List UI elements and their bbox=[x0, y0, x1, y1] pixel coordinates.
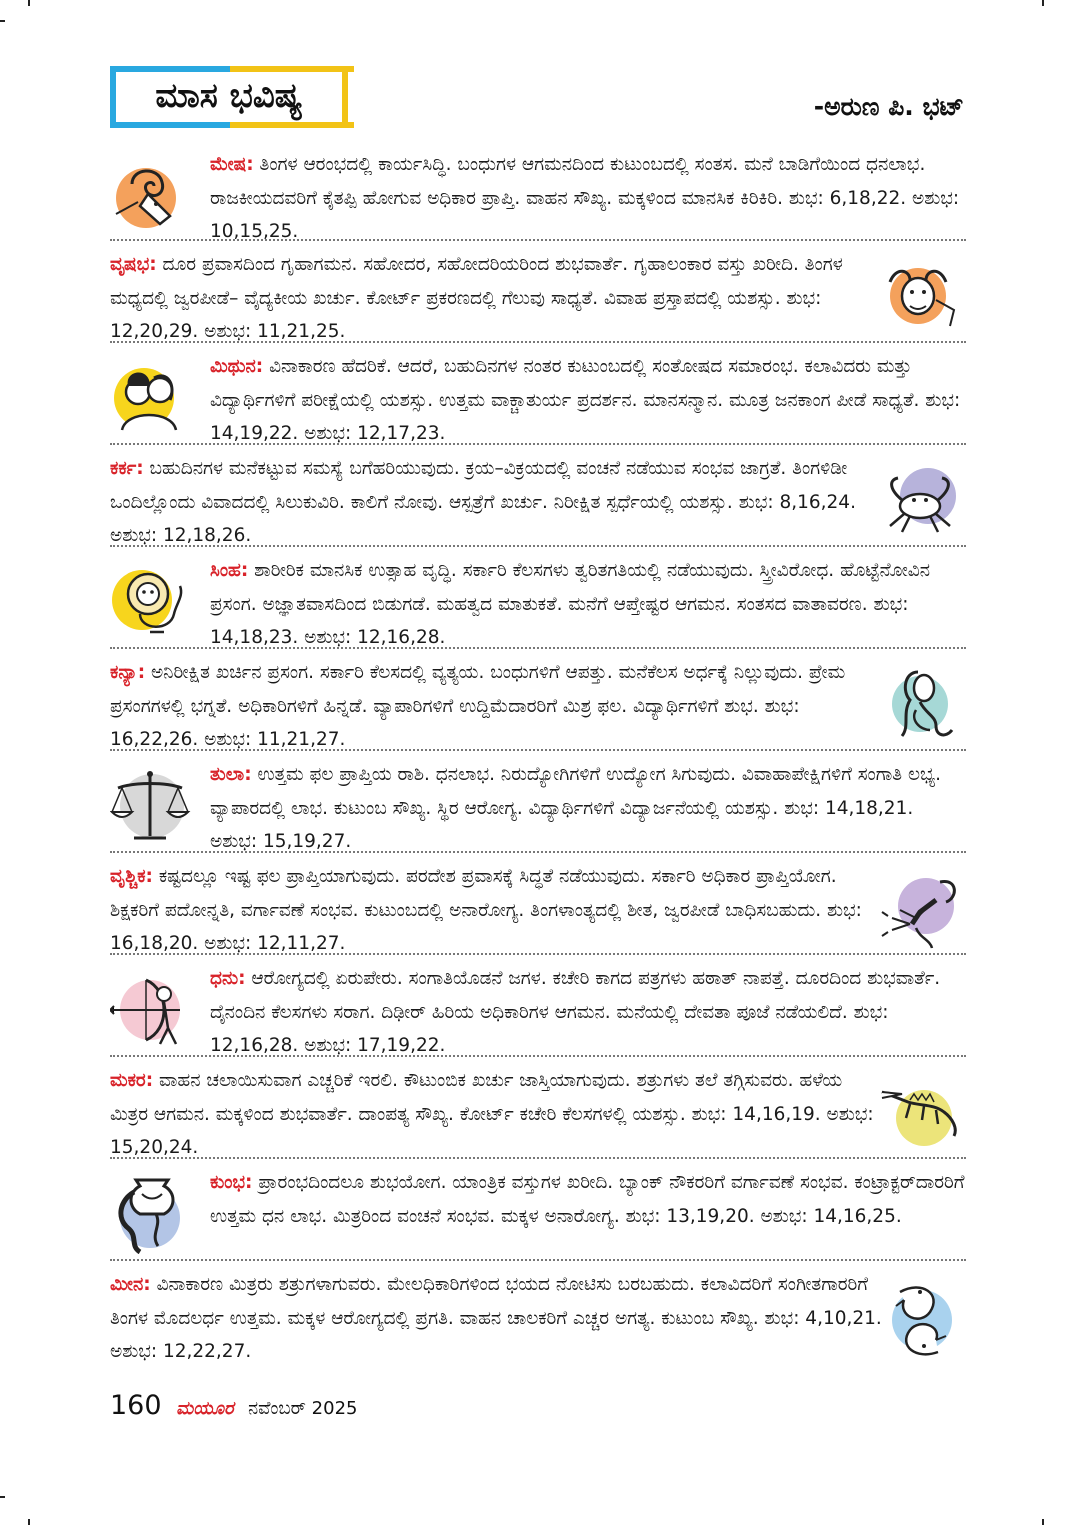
horoscope-entry-kanya bbox=[110, 650, 966, 748]
prediction-text: ಅನಿರೀಕ್ಷಿತ ಖರ್ಚಿನ ಪ್ರಸಂಗ. ಸರ್ಕಾರಿ ಕೆಲಸದಲ್ಲಿ ವ್ಯತ್ಯಯ. ಬಂಧುಗಳಿಗೆ ಆಪತ್ತು. ಮನೆಕೆಲಸ ಅರ್ಧಕ್ಕೆ ನಿಲ್ಲುವುದು. ಪ್ರೇಮ ಪ್ರಸಂಗಗಳಲ್ಲಿ ಭಗ್ನತೆ. ಅಧಿಕಾರಿಗಳಿಗೆ ಹಿನ್ನಡೆ. ವ್ಯಾಪಾರಿಗಳಿಗೆ ಉದ್ದಿಮೆದಾರರಿಗೆ ಮಿಶ್ರ ಫಲ. ವಿದ್ಯಾರ್ಥಿಗಳಿಗೆ ಶುಭ. ಶುಭ: 16,22,26. ಅಶುಭ: 11,21,27. bbox=[110, 662, 846, 750]
prediction-text: ವಿನಾಕಾರಣ ಮಿತ್ರರು ಶತ್ರುಗಳಾಗುವರು. ಮೇಲಧಿಕಾರಿಗಳಿಂದ ಭಯದ ನೋಟಿಸು ಬರಬಹುದು. ಕಲಾವಿದರಿಗೆ ಸಂಗೀತಗಾರರಿಗೆ ತಿಂಗಳ ಮೊದಲರ್ಧ ಉತ್ತಮ. ಮಕ್ಕಳ ಆರೋಗ್ಯದಲ್ಲಿ ಪ್ರಗತಿ. ವಾಹನ ಚಾಲಕರಿಗೆ ಎಚ್ಚರ ಅಗತ್ಯ. ಕುಟುಂಬ ಸೌಖ್ಯ. ಶುಭ: 4,10,21. ಅಶುಭ: 12,22,27. bbox=[110, 1274, 882, 1362]
pot-icon bbox=[110, 1172, 192, 1254]
prediction-text: ಉತ್ತಮ ಫಲ ಪ್ರಾಪ್ತಿಯ ರಾಶಿ. ಧನಲಾಭ. ನಿರುದ್ಯೋಗಿಗಳಿಗೆ ಉದ್ಯೋಗ ಸಿಗುವುದು. ವಿವಾಹಾಪೇಕ್ಷಿಗಳಿಗೆ ಸಂಗಾತಿ ಲಭ್ಯ. ವ್ಯಾಪಾರದಲ್ಲಿ ಲಾಭ. ಕುಟುಂಬ ಸೌಖ್ಯ. ಸ್ಥಿರ ಆರೋಗ್ಯ. ವಿದ್ಯಾರ್ಥಿಗಳಿಗೆ ವಿದ್ಯಾರ್ಜನೆಯಲ್ಲಿ ಯಶಸ್ಸು. ಶುಭ: 14,18,21. ಅಶುಭ: 15,19,27. bbox=[210, 764, 942, 852]
horoscope-entry-vrishchika bbox=[110, 854, 966, 952]
horoscope-entry-karka bbox=[110, 446, 966, 544]
entry-text bbox=[110, 452, 882, 553]
crop-mark bbox=[28, 1519, 30, 1525]
sign-name: ಮೇಷ: bbox=[210, 154, 254, 175]
scorpion-icon bbox=[880, 868, 962, 950]
crop-mark bbox=[28, 0, 30, 6]
divider bbox=[110, 443, 966, 445]
horoscope-entry-dhanu bbox=[110, 956, 966, 1056]
maiden-icon bbox=[880, 664, 962, 746]
divider bbox=[110, 239, 966, 241]
horoscope-entry-meena bbox=[110, 1262, 966, 1362]
crocodile-icon bbox=[880, 1072, 962, 1154]
crab-icon bbox=[880, 460, 962, 542]
divider bbox=[110, 749, 966, 751]
lion-icon bbox=[110, 560, 192, 642]
prediction-text: ಪ್ರಾರಂಭದಿಂದಲೂ ಶುಭಯೋಗ. ಯಾಂತ್ರಿಕ ವಸ್ತುಗಳ ಖರೀದಿ. ಬ್ಯಾಂಕ್ ನೌಕರರಿಗೆ ವರ್ಗಾವಣೆ ಸಂಭವ. ಕಂಟ್ರಾಕ್ಟರ್‌ದಾರರಿಗೆ ಉತ್ತಮ ಧನ ಲಾಭ. ಮಿತ್ರರಿಂದ ವಂಚನೆ ಸಂಭವ. ಮಕ್ಕಳ ಅನಾರೋಗ್ಯ. ಶುಭ: 13,19,20. ಅಶುಭ: 14,16,25. bbox=[210, 1172, 965, 1227]
prediction-text: ಬಹುದಿನಗಳ ಮನೆಕಟ್ಟುವ ಸಮಸ್ಯೆ ಬಗೆಹರಿಯುವುದು. ಕ್ರಯ–ವಿಕ್ರಯದಲ್ಲಿ ವಂಚನೆ ನಡೆಯುವ ಸಂಭವ ಜಾಗ್ರತೆ. ತಿಂಗಳಿಡೀ ಒಂದಿಲ್ಲೊಂದು ವಿವಾದದಲ್ಲಿ ಸಿಲುಕುವಿರಿ. ಕಾಲಿಗೆ ನೋವು. ಆಸ್ಪತ್ರೆಗೆ ಖರ್ಚು. ನಿರೀಕ್ಷಿತ ಸ್ಪರ್ಧೆಯಲ್ಲಿ ಯಶಸ್ಸು. ಶುಭ: 8,16,24. ಅಶುಭ: 12,18,26. bbox=[110, 458, 856, 546]
divider bbox=[110, 953, 966, 955]
fish-icon bbox=[880, 1276, 962, 1358]
horoscope-entry-tula bbox=[110, 752, 966, 852]
divider bbox=[110, 1055, 966, 1057]
issue-month: ನವೆಂಬರ್ 2025 bbox=[248, 1398, 358, 1419]
sign-name: ತುಲಾ: bbox=[210, 764, 252, 785]
crop-mark bbox=[1042, 0, 1044, 6]
prediction-text: ತಿಂಗಳ ಆರಂಭದಲ್ಲಿ ಕಾರ್ಯಸಿದ್ಧಿ. ಬಂಧುಗಳ ಆಗಮನದಿಂದ ಕುಟುಂಬದಲ್ಲಿ ಸಂತಸ. ಮನೆ ಬಾಡಿಗೆಯಿಂದ ಧನಲಾಭ. ರಾಜಕೀಯದವರಿಗೆ ಕೈತಪ್ಪಿ ಹೋಗುವ ಅಧಿಕಾರ ಪ್ರಾಪ್ತಿ. ವಾಹನ ಸೌಖ್ಯ. ಮಕ್ಕಳಿಂದ ಮಾನಸಿಕ ಕಿರಿಕಿರಿ. ಶುಭ: 6,18,22. ಅಶುಭ: 10,15,25. bbox=[210, 154, 960, 242]
sign-name: ಮಕರ: bbox=[110, 1070, 154, 1091]
crop-mark bbox=[0, 1496, 5, 1498]
prediction-text: ಕಷ್ಟದಲ್ಲೂ ಇಷ್ಟ ಫಲ ಪ್ರಾಪ್ತಿಯಾಗುವುದು. ಪರದೇಶ ಪ್ರವಾಸಕ್ಕೆ ಸಿದ್ಧತೆ ನಡೆಯುವುದು. ಸರ್ಕಾರಿ ಅಧಿಕಾರ ಪ್ರಾಪ್ತಿಯೋಗ. ಶಿಕ್ಷಕರಿಗೆ ಪದೋನ್ನತಿ, ವರ್ಗಾವಣೆ ಸಂಭವ. ಕುಟುಂಬದಲ್ಲಿ ಅನಾರೋಗ್ಯ. ತಿಂಗಳಾಂತ್ಯದಲ್ಲಿ ಶೀತ, ಜ್ವರಪೀಡೆ ಬಾಧಿಸಬಹುದು. ಶುಭ: 16,18,20. ಅಶುಭ: 12,11,27. bbox=[110, 866, 862, 954]
horoscope-entry-mesha bbox=[110, 142, 966, 242]
entry-text bbox=[210, 554, 966, 655]
entry-text bbox=[110, 860, 882, 961]
divider bbox=[110, 1157, 966, 1159]
page-title: ಮಾಸ ಭವಿಷ್ಯ bbox=[155, 76, 303, 116]
prediction-text: ವಾಹನ ಚಲಾಯಿಸುವಾಗ ಎಚ್ಚರಿಕೆ ಇರಲಿ. ಕೌಟುಂಬಿಕ ಖರ್ಚು ಜಾಸ್ತಿಯಾಗುವುದು. ಶತ್ರುಗಳು ತಲೆ ತಗ್ಗಿಸುವರು. ಹಳೆಯ ಮಿತ್ರರ ಆಗಮನ. ಮಕ್ಕಳಿಂದ ಶುಭವಾರ್ತೆ. ದಾಂಪತ್ಯ ಸೌಖ್ಯ. ಕೋರ್ಟ್ ಕಚೇರಿ ಕೆಲಸಗಳಲ್ಲಿ ಯಶಸ್ಸು. ಶುಭ: 14,16,19. ಅಶುಭ: 15,20,24. bbox=[110, 1070, 874, 1158]
page-footer bbox=[110, 1390, 357, 1421]
horoscope-entry-kumbha bbox=[110, 1160, 966, 1258]
sign-name: ಕುಂಭ: bbox=[210, 1172, 253, 1193]
entry-text bbox=[110, 1064, 882, 1165]
entry-text bbox=[210, 148, 966, 249]
crop-mark bbox=[1042, 1519, 1044, 1525]
sign-name: ವೃಷಭ: bbox=[110, 254, 157, 275]
sign-name: ಕನ್ಯಾ: bbox=[110, 662, 146, 683]
entry-text bbox=[110, 656, 882, 757]
sign-name: ಧನು: bbox=[210, 968, 246, 989]
entry-text bbox=[210, 1166, 966, 1233]
ram-icon bbox=[110, 154, 192, 236]
sign-name: ಮೀನ: bbox=[110, 1274, 151, 1295]
prediction-text: ದೂರ ಪ್ರವಾಸದಿಂದ ಗೃಹಾಗಮನ. ಸಹೋದರ, ಸಹೋದರಿಯರಿಂದ ಶುಭವಾರ್ತೆ. ಗೃಹಾಲಂಕಾರ ವಸ್ತು ಖರೀದಿ. ತಿಂಗಳ ಮಧ್ಯದಲ್ಲಿ ಜ್ವರಪೀಡೆ– ವೈದ್ಯಕೀಯ ಖರ್ಚು. ಕೋರ್ಟ್ ಪ್ರಕರಣದಲ್ಲಿ ಗೆಲುವು ಸಾಧ್ಯತೆ. ವಿವಾಹ ಪ್ರಸ್ತಾಪದಲ್ಲಿ ಯಶಸ್ಸು. ಶುಭ: 12,20,29. ಅಶುಭ: 11,21,25. bbox=[110, 254, 843, 342]
divider bbox=[110, 341, 966, 343]
page-number: 160 bbox=[110, 1390, 162, 1421]
author-byline: -ಅರುಣ ಪಿ. ಭಟ್ bbox=[813, 92, 964, 121]
sign-name: ವೃಶ್ಚಿಕ: bbox=[110, 866, 153, 887]
horoscope-entry-mithuna bbox=[110, 344, 966, 444]
sign-name: ಸಿಂಹ: bbox=[210, 560, 249, 581]
crop-mark bbox=[0, 20, 5, 22]
sign-name: ಕರ್ಕ: bbox=[110, 458, 144, 479]
scales-icon bbox=[110, 764, 192, 846]
entry-text bbox=[210, 350, 966, 451]
divider bbox=[110, 647, 966, 649]
divider bbox=[110, 1259, 966, 1261]
magazine-logo: ಮಯೂರ bbox=[176, 1398, 234, 1419]
twins-icon bbox=[110, 356, 192, 438]
title-frame bbox=[110, 66, 348, 128]
divider bbox=[110, 545, 966, 547]
sign-name: ಮಿಥುನ: bbox=[210, 356, 264, 377]
archer-icon bbox=[110, 968, 192, 1050]
prediction-text: ಆರೋಗ್ಯದಲ್ಲಿ ಏರುಪೇರು. ಸಂಗಾತಿಯೊಡನೆ ಜಗಳ. ಕಚೇರಿ ಕಾಗದ ಪತ್ರಗಳು ಹಠಾತ್ ನಾಪತ್ತೆ. ದೂರದಿಂದ ಶುಭವಾರ್ತೆ. ದೈನಂದಿನ ಕೆಲಸಗಳು ಸರಾಗ. ದಿಢೀರ್ ಹಿರಿಯ ಅಧಿಕಾರಿಗಳ ಆಗಮನ. ಮನೆಯಲ್ಲಿ ದೇವತಾ ಪೂಜೆ ನಡೆಯಲಿದೆ. ಶುಭ: 12,16,28. ಅಶುಭ: 17,19,22. bbox=[210, 968, 941, 1056]
bull-icon bbox=[880, 256, 962, 338]
divider bbox=[110, 851, 966, 853]
prediction-text: ವಿನಾಕಾರಣ ಹೆದರಿಕೆ. ಆದರೆ, ಬಹುದಿನಗಳ ನಂತರ ಕುಟುಂಬದಲ್ಲಿ ಸಂತೋಷದ ಸಮಾರಂಭ. ಕಲಾವಿದರು ಮತ್ತು ವಿದ್ಯಾರ್ಥಿಗಳಿಗೆ ಪರೀಕ್ಷೆಯಲ್ಲಿ ಯಶಸ್ಸು. ಉತ್ತಮ ವಾಕ್ಚಾತುರ್ಯ ಪ್ರದರ್ಶನ. ಮಾನಸನ್ಮಾನ. ಮೂತ್ರ ಜನಕಾಂಗ ಪೀಡೆ ಸಾಧ್ಯತೆ. ಶುಭ: 14,19,22. ಅಶುಭ: 12,17,23. bbox=[210, 356, 961, 444]
prediction-text: ಶಾರೀರಿಕ ಮಾನಸಿಕ ಉತ್ಸಾಹ ವೃದ್ಧಿ. ಸರ್ಕಾರಿ ಕೆಲಸಗಳು ತ್ವರಿತಗತಿಯಲ್ಲಿ ನಡೆಯುವುದು. ಸ್ತ್ರೀವಿರೋಧ. ಹೊಟ್ಟೆನೋವಿನ ಪ್ರಸಂಗ. ಅಜ್ಞಾತವಾಸದಿಂದ ಬಿಡುಗಡೆ. ಮಹತ್ವದ ಮಾತುಕತೆ. ಮನೆಗೆ ಆಪ್ತೇಷ್ಟರ ಆಗಮನ. ಸಂತಸದ ವಾತಾವರಣ. ಶುಭ: 14,18,23. ಅಶುಭ: 12,16,28. bbox=[210, 560, 930, 648]
entry-text bbox=[110, 248, 882, 349]
entry-text bbox=[210, 758, 966, 859]
horoscope-entry-simha bbox=[110, 548, 966, 648]
entry-text bbox=[110, 1268, 882, 1369]
horoscope-entry-makara bbox=[110, 1058, 966, 1156]
entry-text bbox=[210, 962, 966, 1063]
horoscope-entry-vrishabha bbox=[110, 242, 966, 340]
